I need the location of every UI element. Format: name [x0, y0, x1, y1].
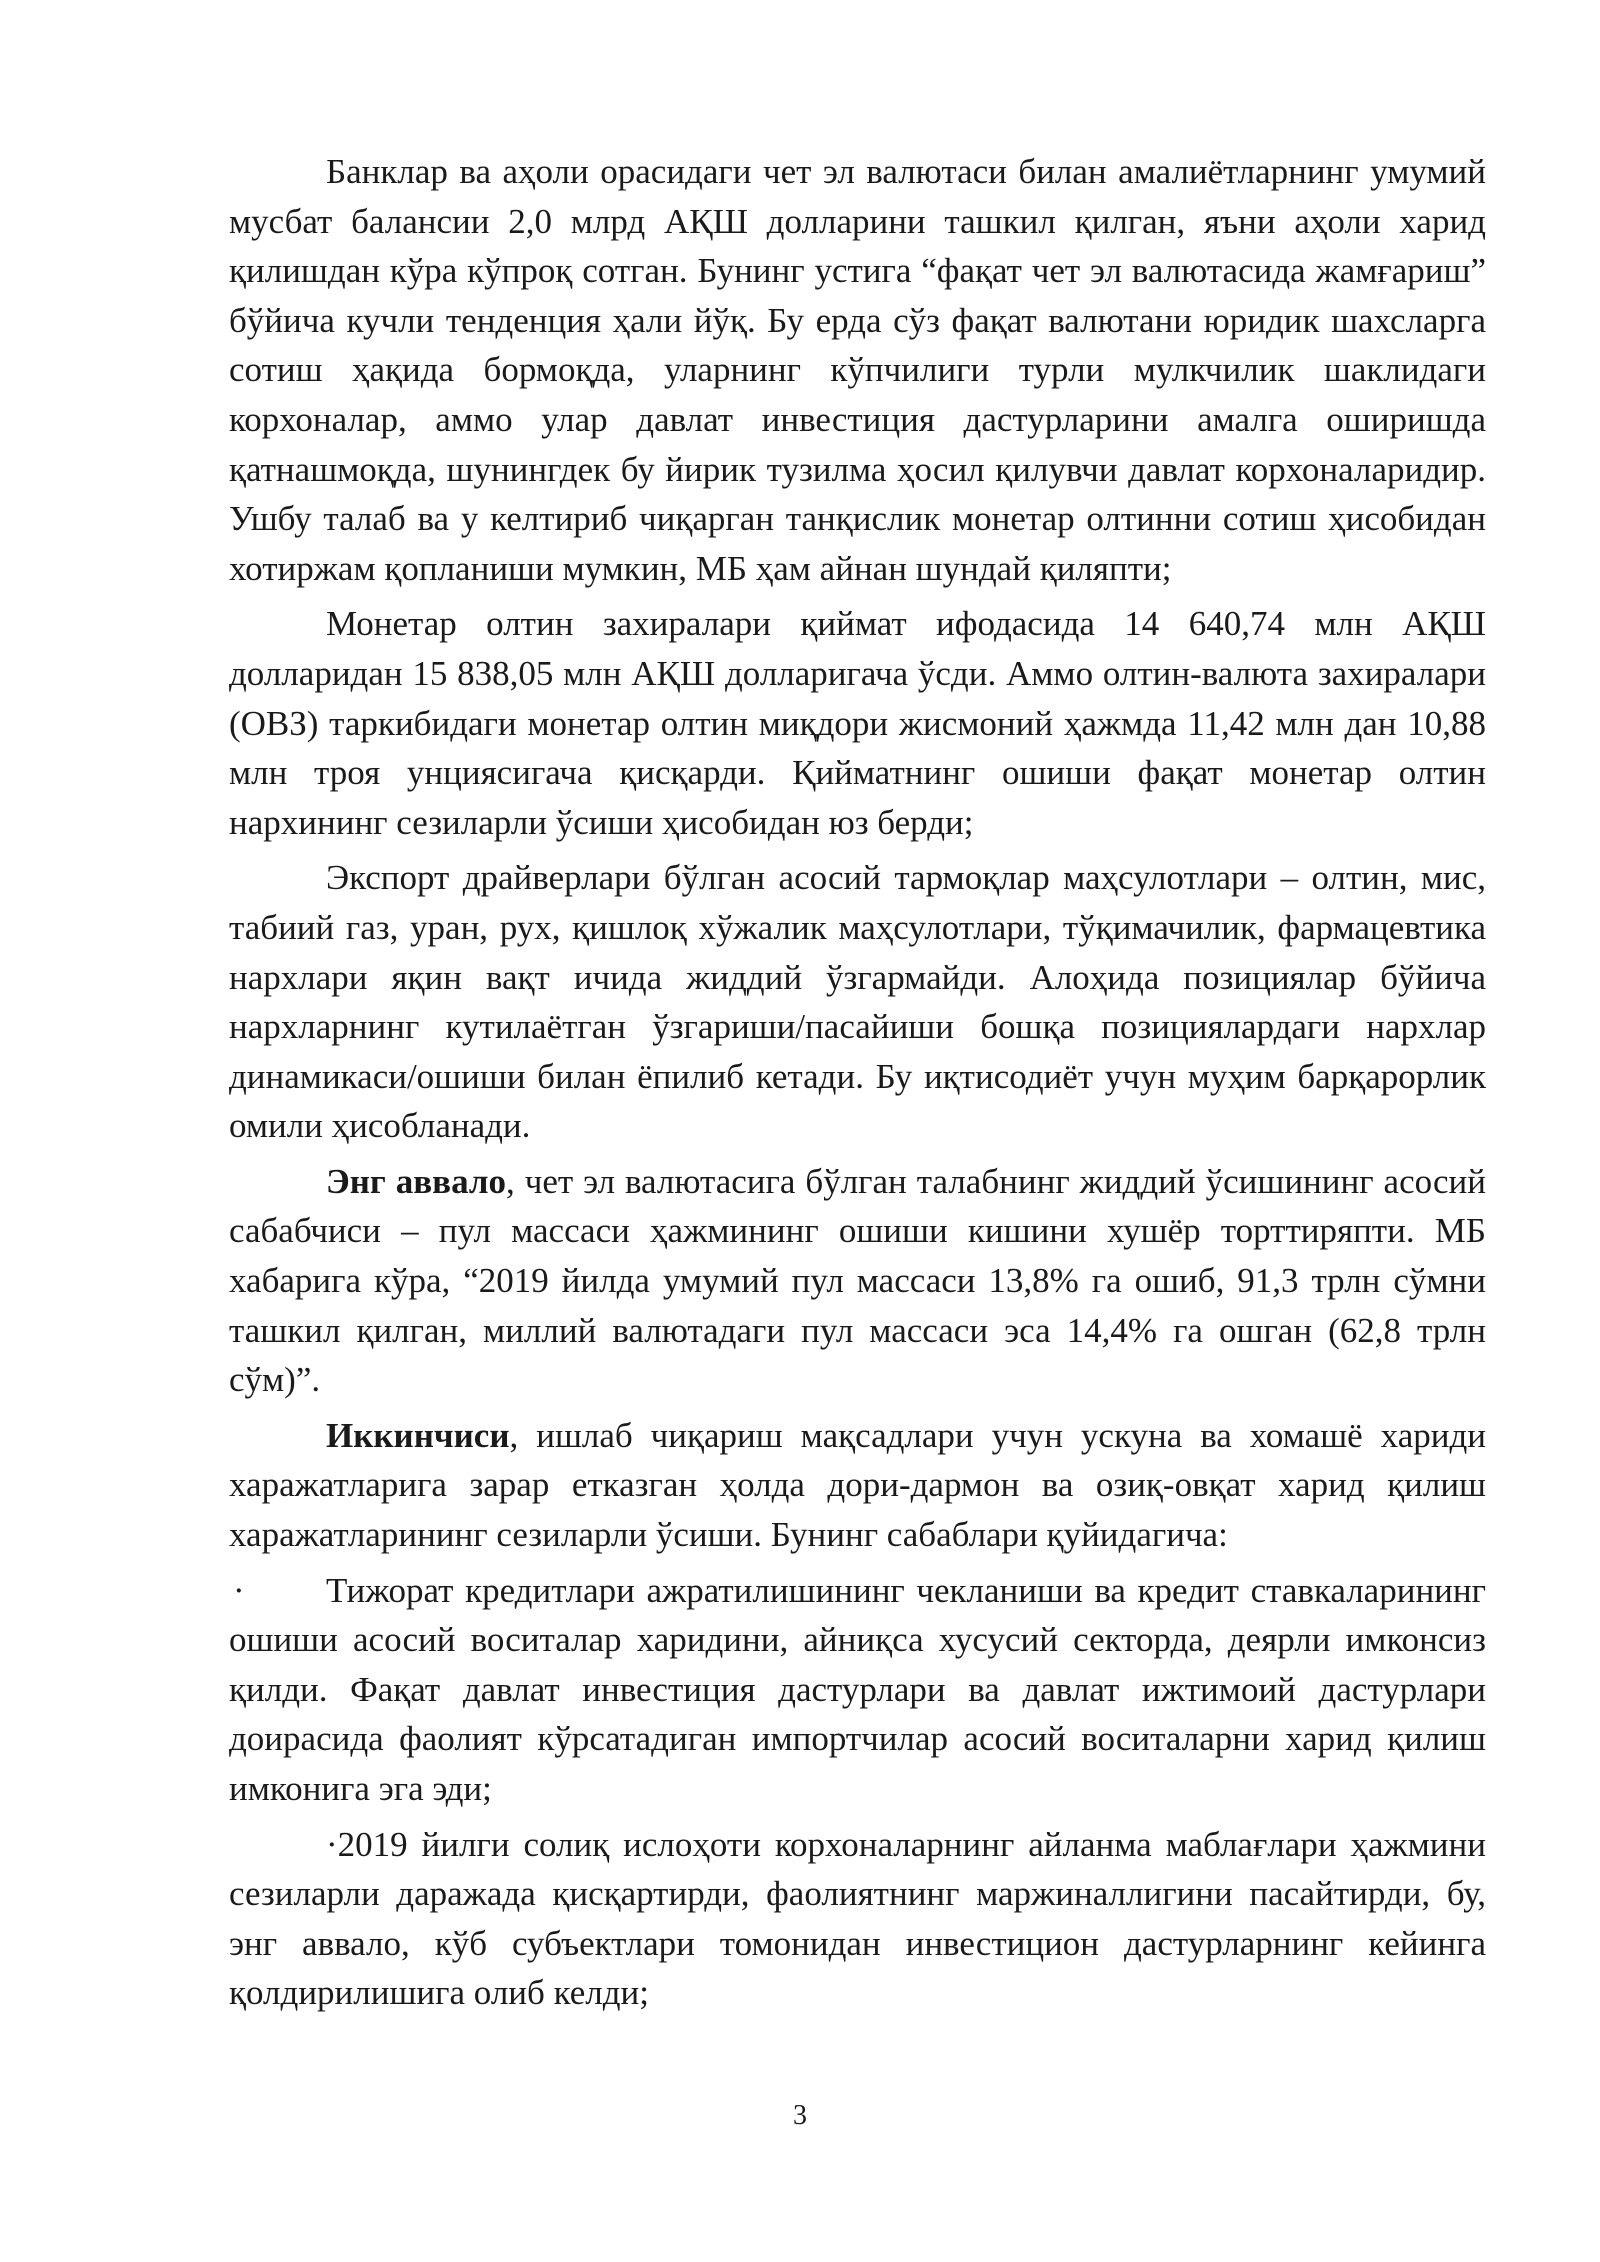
paragraph-text: , чет эл валютасига бўлган талабнинг жиддий ўсишининг асосий сабабчиси – пул массаси ҳажмининг ошиши кишини хушёр торттиряпти. МБ хабарига кўра, “2019 йилда умумий пул массаси 13,8% га ошиб, 91,3 трлн сўмни ташкил қилган, миллий валютадаги пул массаси эса 14,4% га ошган (62,8 трлн сўм)”. — [229, 1161, 1486, 1400]
bullet-item-tax-reform — [229, 1820, 1486, 2018]
paragraph-text: Монетар олтин захиралари қиймат ифодасида 14 640,74 млн АҚШ долларидан 15 838,05 млн АҚШ долларигача ўсди. Аммо олтин-валюта захиралари (ОВЗ) таркибидаги монетар олтин миқдори жисмоний ҳажмда 11,42 млн дан 10,88 млн троя унциясигача қисқарди. Қийматнинг ошиши фақат монетар олтин нархининг сезиларли ўсиши ҳисобидан юз берди; — [229, 604, 1486, 842]
paragraph-second-reason — [229, 1411, 1486, 1560]
bullet-text: Тижорат кредитлари ажратилишининг чекланиши ва кредит ставкаларининг ошиши асосий воситалар харидини, айниқса хусусий секторда, деярли имконсиз қилди. Фақат давлат инвестиция дастурлари ва давлат ижтимоий дастурлари доирасида фаолият кўрсатадиган импортчилар асосий воситаларни харид қилиш имконига эга эди; — [229, 1570, 1486, 1808]
paragraph-monetary-gold — [229, 599, 1486, 847]
page-number: 3 — [793, 2100, 807, 2131]
paragraph-text: , ишлаб чиқариш мақсадлари учун ускуна ва хомашё хариди харажатларига зарар етказган ҳолда дори-дармон ва озиқ-овқат харид қилиш харажатларининг сезиларли ўсиши. Бунинг сабаблари қуйидагича: — [229, 1415, 1486, 1555]
paragraph-export-drivers — [229, 853, 1486, 1151]
paragraph-first-reason — [229, 1157, 1486, 1405]
paragraph-text: Экспорт драйверлари бўлган асосий тармоқлар маҳсулотлари – олтин, мис, табиий газ, уран, рух, қишлоқ хўжалик маҳсулотлари, тўқимачилик, фармацевтика нархлари яқин вақт ичида жиддий ўзгармайди. Алоҳида позициялар бўйича нархларнинг кутилаётган ўзгариши/пасайиши бошқа позициялардаги нархлар динамикаси/ошиши билан ёпилиб кетади. Бу иқтисодиёт учун муҳим барқарорлик омили ҳисобланади. — [229, 858, 1486, 1146]
bullet-text: 2019 йилги солиқ ислоҳоти корхоналарнинг айланма маблағлари ҳажмини сезиларли даражада қисқартирди, фаолиятнинг маржиналлигини пасайтирди, бу, энг аввало, кўб субъектлари томонидан инвестицион дастурларнинг кейинга қолдирилишига олиб келди; — [229, 1824, 1486, 2013]
document-body — [229, 147, 1486, 2024]
paragraph-lead-bold: Энг аввало — [326, 1161, 507, 1201]
bullet-marker: · — [326, 1824, 338, 1864]
paragraph-text: Банклар ва аҳоли орасидаги чет эл валютаси билан амалиётларнинг умумий мусбат балансии 2,0 млрд АҚШ долларини ташкил қилган, яъни аҳоли харид қилишдан кўра кўпроқ сотган. Бунинг устига “фақат чет эл валютасида жамғариш” бўйича кучли тенденция ҳали йўқ. Бу ерда сўз фақат валютани юридик шахсларга сотиш ҳақида бормоқда, уларнинг кўпчилиги турли мулкчилик шаклидаги корхоналар, аммо улар давлат инвестиция дастурларини амалга оширишда қатнашмоқда, шунингдек бу йирик тузилма ҳосил қилувчи давлат корхоналаридир. Ушбу талаб ва у келтириб чиқарган танқислик монетар олтинни сотиш ҳисобидан хотиржам қопланиши мумкин, МБ ҳам айнан шундай қиляпти; — [229, 152, 1486, 588]
paragraph-bank-balance — [229, 147, 1486, 593]
bullet-item-credit — [229, 1566, 1486, 1814]
paragraph-lead-bold: Иккинчиси — [326, 1415, 510, 1455]
bullet-marker: · — [233, 1570, 245, 1610]
